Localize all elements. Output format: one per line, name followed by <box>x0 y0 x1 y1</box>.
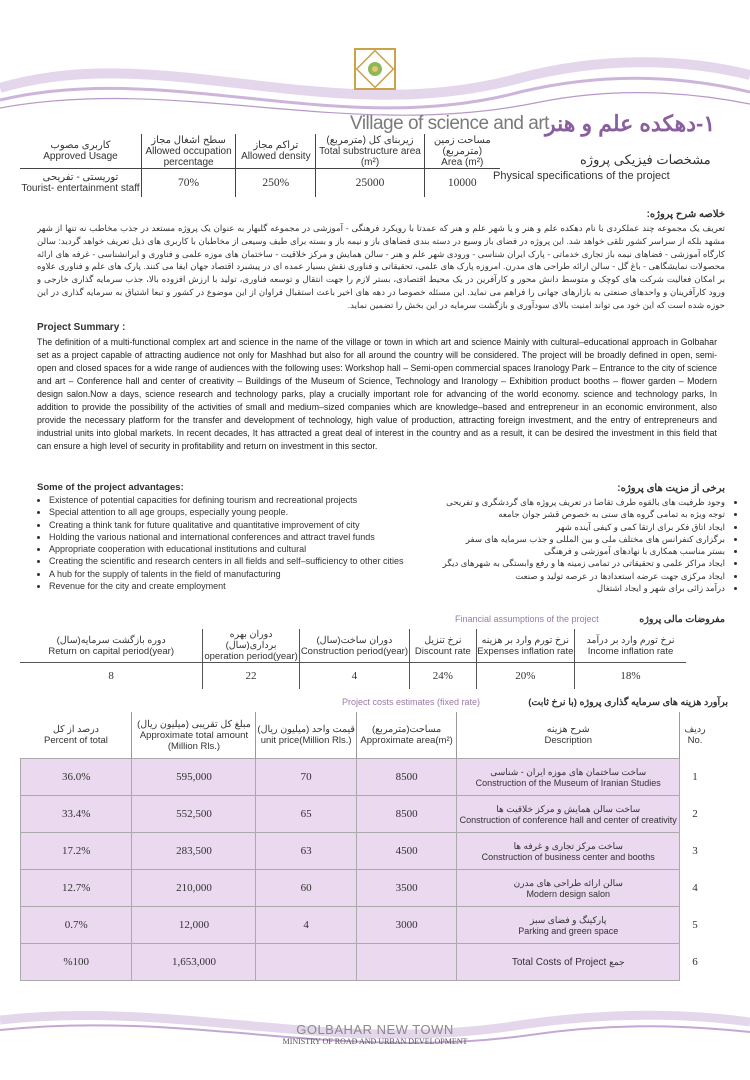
summary-en-heading: Project Summary : <box>37 322 126 333</box>
table-row <box>21 759 711 796</box>
cost-no: 3 <box>692 845 698 857</box>
fin-header-operation: دوران بهره برداری(سال) operation period(year) <box>204 629 298 662</box>
list-item: • توجه ویژه به تمامی گروه های سنی به خصوص قشر جوان جامعه <box>425 508 725 520</box>
spec-value-occupation: 70% <box>141 169 235 198</box>
cost-desc: پارکینگ و فضای سبز Parking and green space <box>457 907 680 944</box>
table-row <box>21 907 711 944</box>
cost-percent: 33.4% <box>21 796 132 833</box>
list-item: • Holding the various national and international conferences and attract travel funds <box>49 531 429 543</box>
cost-unit: 70 <box>256 759 356 796</box>
cost-no: 5 <box>692 919 698 931</box>
cost-no: 6 <box>692 956 698 968</box>
spec-value-usage: توریستی - تفریحی Tourist- entertainment staff <box>21 172 140 194</box>
cost-area: 4500 <box>356 833 457 870</box>
fin-header-return: دوره بازگشت سرمایه(سال) Return on capital period(year) <box>20 629 203 663</box>
advantages-fa-list <box>425 496 737 594</box>
cost-header-area: مساحت(مترمربع) Approximate area(m²) <box>356 712 457 759</box>
summary-en-text: The definition of a multi-functional complex art and science in the name of the village or town in which art and science Mainly with cultural–educational approach in Golbahar set as a project capable of attracting audience not only for Mashhad but also for all around the country will be considered. The project will be broadly defined in open, semi-open and closed spaces for a wide range of audiences with the following uses: Workshop hall – Semi-open commercial spaces Iranology Park – Entrance to the city of science and art – Conference hall and center of creativity – Buildings of the Museum of Science, Technology and Iranology – Exhibition product booths – flower garden – Modern design salon.Now a days, science research and technology parks, play a crucially important role for advancing of the world economy. science and technology parks, In addition to provide the possibility of the activities of small and medium–sized companies which are knowledge–based and entrepreneur in an economic environment, also provide the necessary platform for the transfer and development of technology, high value of production, attracting foreign investment, and the entry of entrepreneurs and industrial units into global markets. In recent decades, It has attracted a great deal of interest in the country and as a result, it can be desired the investment in this field that can ensure a high level of security in profitability and return on investment in this sector. <box>37 337 717 451</box>
spec-value-substructure: 25000 <box>316 169 424 198</box>
cost-percent: 36.0% <box>21 759 132 796</box>
cost-area: 3000 <box>356 907 457 944</box>
spec-heading-en: Physical specifications of the project <box>493 170 670 182</box>
spec-heading-fa: مشخصات فیزیکی پروژه <box>580 152 711 167</box>
costs-table <box>20 712 710 981</box>
cost-total-amount: 1,653,000 <box>132 944 256 981</box>
summary-fa-text: تعریف یک مجموعه چند عملکردی با نام دهکده علم و هنر و یا شهر علم و هنر که عمدتا با رویکرد فرهنگی - آموزشی در مجموعه گلبهار به عنوان یک پروژه مستعد در جذب مخاطب نه تنها از شهر مشهد بلکه از سراسر کشور تلقی خواهد شد. این پروژه در فضای باز وسیع در دسته بندی فضاهای باز و نیمه باز و بسته برای طیف وسیعی از مخاطبان با کاربری های ذیل تعریف خواهد گردید: سالن کارگاه آموزشی - فضاهای نیمه باز تجاری خدماتی - پارک ایران شناسی - ورودی شهر علم و هنر - سالن همایش و مرکز خلاقیت - ساختمان های موزه علمی و فناوری و ایرانشناسی - غرفه های ارائه محصولات نمایشگاهی - باغ گل - سالن ارائه طراحی های مدرن. امروزه پارک های علمی، تحقیقاتی و فناوری نقش بسیار عمده ای در پیشبرد اقتصاد جهان ایفا می کنند. پارک های علم و فناوری علاوه بر امکان فعالیت شرکت های کوچک و متوسط دانش محور و کارآفرین در یک محیط اقتصادی، بستر لازم را جهت انتقال و توسعه فناوری، تولید با ارزش افزوده بالا، جذب سرمایه گذاری خارجی و ورود کارآفرینان و واحدهای صنعتی به بازارهای جهانی را فراهم می نماید. این مسئله خصوصا در دهه های اخیر باعث استقبال فراوان از این موضوع در کشور و تبعا اشتیاق به سرمایه گذاری در این حوزه شده است که این خود می تواند امنیت بالای سودآوری و بازگشت سرمایه در این بخش را تضمین نماید. <box>37 223 725 310</box>
advantages-en-list <box>37 494 429 592</box>
cost-percent: 0.7% <box>21 907 132 944</box>
fin-value-operation: 22 <box>203 663 299 690</box>
fin-value-construction: 4 <box>299 663 409 690</box>
list-item: • ایجاد مراکز علمی و تحقیقاتی در تمامی زمینه ها و رفع وابستگی به شهرهای دیگر <box>425 557 725 569</box>
spec-header-substructure: زیربنای کل (مترمربع) Total substructure area (m²) <box>316 134 424 169</box>
financial-table <box>20 629 686 689</box>
spec-header-density: تراکم مجاز Allowed density <box>236 134 316 169</box>
cost-no: 2 <box>692 808 698 820</box>
table-row <box>21 796 711 833</box>
cost-percent: 12.7% <box>21 870 132 907</box>
summary-fa-heading: خلاصه شرح پروژه: <box>646 209 725 220</box>
cost-header-percent: درصد از کل Percent of total <box>44 724 108 746</box>
cost-area: 3500 <box>356 870 457 907</box>
cost-total-percent: %100 <box>21 944 132 981</box>
cost-unit: 65 <box>256 796 356 833</box>
list-item: • Special attention to all age groups, especially young people. <box>49 506 429 518</box>
cost-desc: سالن ارائه طراحی های مدرن Modern design salon <box>457 870 680 907</box>
financial-heading-fa: مفروضات مالی پروژه <box>639 614 725 625</box>
cost-amount: 552,500 <box>132 796 256 833</box>
spec-value-area: 10000 <box>424 169 500 198</box>
costs-heading-en: Project costs estimates (fixed rate) <box>342 697 481 707</box>
list-item: • درآمد زائی برای شهر و ایجاد اشتغال <box>425 582 725 594</box>
list-item: • Revenue for the city and create employment <box>49 580 429 592</box>
list-item: • برگزاری کنفرانس های مختلف ملی و بین المللی و جذب سرمایه های سفر <box>425 533 725 545</box>
spec-table <box>20 134 500 197</box>
fin-value-return: 8 <box>108 670 114 682</box>
cost-total-label: Total Costs of Project جمع <box>457 944 680 981</box>
cost-no: 1 <box>692 771 698 783</box>
spec-header-usage: کاربری مصوب Approved Usage <box>20 134 141 169</box>
advantages-en-heading: Some of the project advantages: <box>37 482 184 493</box>
footer-brand: GOLBAHAR NEW TOWN <box>296 1022 454 1037</box>
cost-amount: 283,500 <box>132 833 256 870</box>
title-en: Village of science and art <box>350 113 549 134</box>
table-row <box>21 870 711 907</box>
list-item: • ایجاد اتاق فکر برای ارتقا کمی و کیفی آینده شهر <box>425 521 725 533</box>
cost-header-no: ردیف No. <box>680 712 710 759</box>
fin-header-construction: دوران ساخت(سال) Construction period(year) <box>299 629 409 663</box>
fin-header-income: نرخ تورم وارد بر درآمد Income inflation rate <box>574 629 686 663</box>
golbahar-logo <box>352 46 398 92</box>
table-row-total <box>21 944 711 981</box>
cost-percent: 17.2% <box>21 833 132 870</box>
cost-header-amount: مبلغ کل تقریبی (میلیون ریال) Approximate total amount (Million Rls.) <box>132 712 256 759</box>
table-row <box>21 833 711 870</box>
financial-heading-en: Financial assumptions of the project <box>455 614 599 624</box>
list-item: • وجود ظرفیت های بالقوه طرف تقاضا در تعریف پروژه های گردشگری و تفریحی <box>425 496 725 508</box>
fin-value-discount: 24% <box>410 663 477 690</box>
spec-header-occupation: سطح اشغال مجاز Allowed occupation percentage <box>141 134 235 169</box>
spec-value-density: 250% <box>236 169 316 198</box>
cost-amount: 12,000 <box>132 907 256 944</box>
cost-desc: ساخت ساختمان های موزه ایران - شناسی Construction of the Museum of Iranian Studies <box>457 759 680 796</box>
cost-no: 4 <box>692 882 698 894</box>
cost-total-empty <box>356 944 457 981</box>
advantages-fa-heading: برخی از مزیت های پروژه: <box>617 483 725 494</box>
list-item: • Appropriate cooperation with educational institutions and cultural <box>49 543 429 555</box>
cost-unit: 4 <box>256 907 356 944</box>
fin-value-income: 18% <box>574 663 686 690</box>
cost-area: 8500 <box>356 796 457 833</box>
cost-unit: 60 <box>256 870 356 907</box>
spec-header-area: مساحت زمین (مترمربع) Area (m²) <box>424 134 500 169</box>
list-item: • Creating a think tank for future qualitative and quantitative improvement of city <box>49 519 429 531</box>
title-fa: ۱-دهکده علم و هنر <box>545 111 716 136</box>
footer-ministry: MINISTRY OF ROAD AND URBAN DEVELOPMENT <box>282 1037 468 1046</box>
cost-amount: 595,000 <box>132 759 256 796</box>
list-item: • Creating the scientific and research centers in all fields and self–sufficiency to other cities <box>49 555 429 567</box>
costs-heading-fa: برآورد هزینه های سرمایه گذاری پروژه (با نرخ ثابت) <box>528 697 728 708</box>
cost-amount: 210,000 <box>132 870 256 907</box>
cost-desc: ساخت سالن همایش و مرکز خلاقیت ها Construction of conference hall and center of creativity <box>457 796 680 833</box>
cost-header-unit: قیمت واحد (میلیون ریال) unit price(Million Rls.) <box>256 712 356 759</box>
cost-total-empty <box>256 944 356 981</box>
list-item: • Existence of potential capacities for defining tourism and recreational projects <box>49 494 429 506</box>
cost-header-desc: شرح هزینه Description <box>457 712 680 759</box>
cost-desc: ساخت مرکز تجاری و غرفه ها Construction of business center and booths <box>457 833 680 870</box>
fin-value-expenses: 20% <box>476 663 574 690</box>
cost-unit: 63 <box>256 833 356 870</box>
list-item: • بستر مناسب همکاری با نهادهای آموزشی و فرهنگی <box>425 545 725 557</box>
fin-header-expenses: نرخ تورم وارد بر هزینه Expenses inflation rate <box>476 629 574 663</box>
cost-area: 8500 <box>356 759 457 796</box>
list-item: • ایجاد مرکزی جهت عرضه استعدادها در عرصه تولید و صنعت <box>425 570 725 582</box>
fin-header-discount: نرخ تنزیل Discount rate <box>410 629 477 663</box>
list-item: • A hub for the supply of talents in the field of manufacturing <box>49 568 429 580</box>
